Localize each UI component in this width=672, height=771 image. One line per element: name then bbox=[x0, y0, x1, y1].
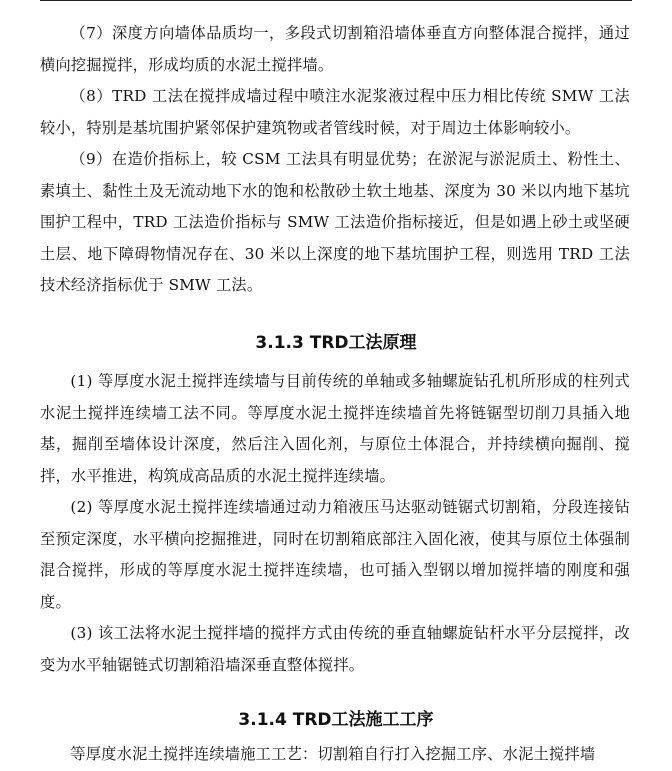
section-number: 3.1.4 bbox=[238, 710, 287, 730]
paragraph-process: 等厚度水泥土搅拌连续墙施工工艺：切割箱自行打入挖掘工序、水泥土搅拌墙 bbox=[70, 745, 596, 763]
paragraph-principle-1: (1) 等厚度水泥土搅拌连续墙与目前传统的单轴或多轴螺旋钻孔机所形成的柱列式水泥土搅拌连续墙工法不同。等厚度水泥土搅拌连续墙首先将链锯型切削刀具插入地基，掘削至墙体设计深度，然后注入固化剂，与原位土体混合，并持续横向掘削、搅拌，水平推进，构筑成高品质的水泥土搅拌连续墙。 bbox=[40, 372, 630, 485]
page-top-rule bbox=[40, 0, 632, 1]
paragraph-principle-2: (2) 等厚度水泥土搅拌连续墙通过动力箱液压马达驱动链锯式切割箱，分段连接钻至预定深度，水平横向挖掘推进，同时在切割箱底部注入固化液，使其与原位土体强制混合搅拌，形成的等厚度水泥土搅拌连续墙，也可插入型钢以增加搅拌墙的刚度和强度。 bbox=[40, 498, 630, 611]
section-title: TRD工法施工工序 bbox=[292, 710, 434, 730]
section-number: 3.1.3 bbox=[255, 333, 304, 353]
section-title: TRD工法原理 bbox=[309, 333, 417, 353]
paragraph-item-8: （8）TRD 工法在搅拌成墙过程中喷注水泥浆液过程中压力相比传统 SMW 工法较小，特别是基坑围护紧邻保护建筑物或者管线时候，对于周边土体影响较小。 bbox=[40, 87, 630, 137]
section-heading-3-1-4 bbox=[0, 708, 672, 732]
paragraph-principle-3: (3) 该工法将水泥土搅拌墙的搅拌方式由传统的垂直轴螺旋钻杆水平分层搅拌，改变为水平轴锯链式切割箱沿墙深垂直整体搅拌。 bbox=[40, 624, 630, 674]
paragraph-item-9: （9）在造价指标上，较 CSM 工法具有明显优势；在淤泥与淤泥质土、粉性土、素填土、黏性土及无流动地下水的饱和松散砂土软土地基、深度为 30 米以内地下基坑围护工程中，TRD 工法造价指标与 SMW 工法造价指标接近，但是如遇上砂土或坚硬土层、地下障碍物情况存在、30 米以上深度的地下基坑围护工程，则选用 TRD 工法技术经济指标优于 SMW 工法。 bbox=[40, 150, 630, 294]
section-heading-3-1-3 bbox=[0, 331, 672, 355]
paragraph-item-7: （7）深度方向墙体品质均一，多段式切割箱沿墙体垂直方向整体混合搅拌，通过横向挖掘搅拌，形成均质的水泥土搅拌墙。 bbox=[40, 24, 630, 74]
